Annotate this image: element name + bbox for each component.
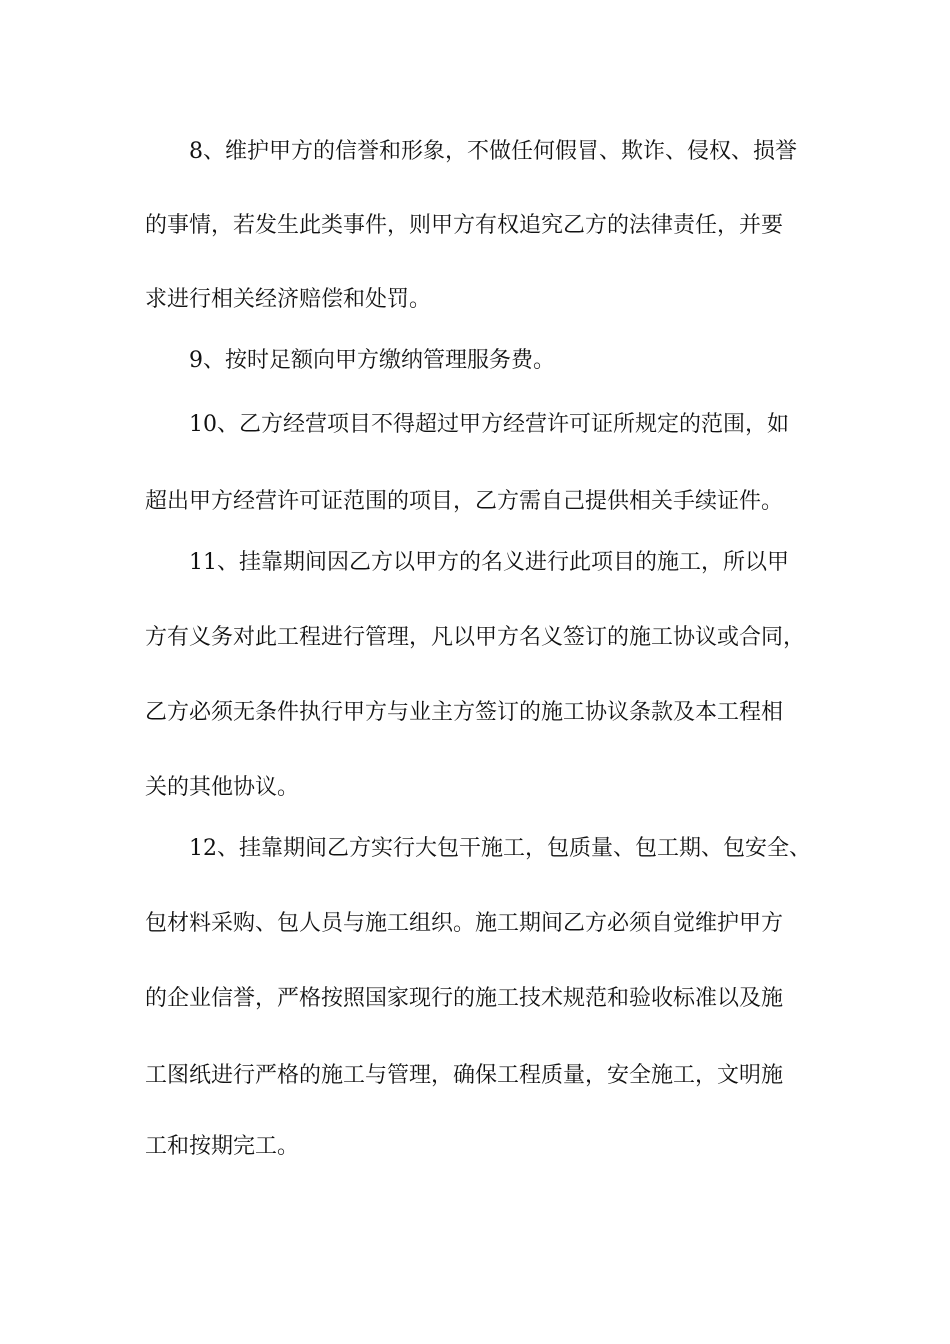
text-line: 10、乙方经营项目不得超过甲方经营许可证所规定的范围，如	[189, 412, 789, 437]
text-line: 12、挂靠期间乙方实行大包干施工，包质量、包工期、包安全、	[189, 836, 811, 861]
text-line: 求进行相关经济赔偿和处罚。	[145, 287, 432, 312]
text-line: 工图纸进行严格的施工与管理，确保工程质量，安全施工，文明施	[145, 1063, 784, 1088]
text-line: 包材料采购、包人员与施工组织。施工期间乙方必须自觉维护甲方	[145, 911, 784, 936]
text-line: 9、按时足额向甲方缴纳管理服务费。	[189, 348, 555, 373]
text-line: 的事情，若发生此类事件，则甲方有权追究乙方的法律责任，并要	[145, 213, 784, 238]
text-line: 工和按期完工。	[145, 1134, 300, 1159]
text-line: 关的其他协议。	[145, 775, 300, 800]
text-line: 11、挂靠期间因乙方以甲方的名义进行此项目的施工，所以甲	[189, 550, 789, 575]
text-line: 乙方必须无条件执行甲方与业主方签订的施工协议条款及本工程相	[145, 700, 784, 725]
text-line: 方有义务对此工程进行管理，凡以甲方名义签订的施工协议或合同，	[145, 625, 806, 650]
text-line: 8、维护甲方的信誉和形象，不做任何假冒、欺诈、侵权、损誉	[189, 139, 797, 164]
text-line: 超出甲方经营许可证范围的项目，乙方需自己提供相关手续证件。	[145, 489, 784, 514]
text-line: 的企业信誉，严格按照国家现行的施工技术规范和验收标准以及施	[145, 986, 784, 1011]
